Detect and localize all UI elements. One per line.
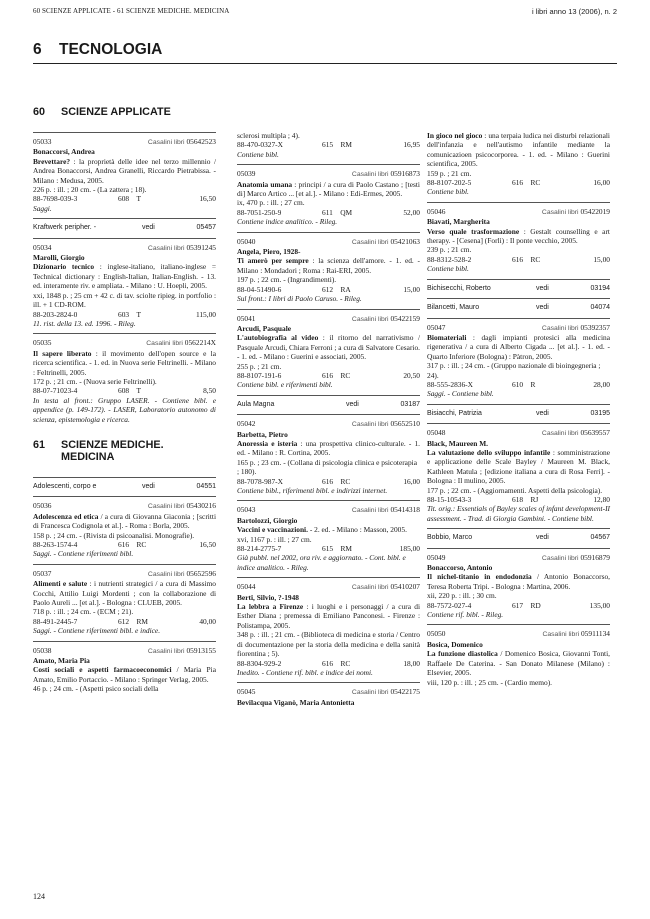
catalog-entry: 05041 Casalini libri 05422159 Arcudi, Pasquale L'autobiografia al video : il ritorno del narrativismo / Pasquale Arcudi, Chiara Ferroni ; a cura di Salvatore Cesario. - 1. ed. - Milano : Guerini e associati, 2005. 255 p. ; 21 cm. 88-8107-191-6 616 RC 20,50 Contiene bibl. e riferimenti bibl. — [237, 309, 420, 395]
cross-reference: Adolescenti, corpo e vedi 04551 — [33, 477, 216, 496]
cross-reference: Bisiacchi, Patrizia vedi 03195 — [427, 404, 610, 423]
catalog-entry: 05040 Casalini libri 05421063 Angela, Piero, 1928- Ti amerò per sempre : la scienza dell'amore. - 1. ed. - Milano : Mondadori ; Roma : Rai-ERI, 2005. 197 p. ; 22 cm. - (Ingrandimenti). 88-04-51490-6 612 RA 15,00 Sul front.: I libri di Paolo Caruso. - Rileg. — [237, 232, 420, 309]
subsection-60-heading: 60 SCIENZE APPLICATE — [33, 106, 171, 118]
catalog-entry: 05049 Casalini libri 05916879 Bonaccorso, Antonio Il nichel-titanio in endodonzia / Antonio Bonaccorso, Teresa Roberta Tripi. - Bologna : Martina, 2006. xii, 220 p. : ill. ; 30 cm. 88-7572-027-4 617 RD 135,00 Contiene rif. bibl. - Rileg. — [427, 548, 610, 625]
column-1 — [33, 98, 216, 699]
catalog-entry-continued: In gioco nel gioco : una terpaia ludica nei disturbi relazionali dell'infanzia e nell'autismo infantile mediante la comunicazioen psicocorporea. - 1. ed. - Milano : Guerini scientifica, 2005. 159 p. ; 21 cm. 88-8107-202-5 616 RC 16,00 Contiene bibl. — [427, 131, 610, 197]
catalog-entry: 05039 Casalini libri 05916873 Anatomia umana : principi / a cura di Paolo Castano ; [testi di] Marco Artico ... [et al.]. - Milano : Edi-Ermes, 2005. ix, 470 p. : ill. ; 27 cm. 88-7051-250-9 611 QM 52,00 Contiene indice analitico. - Rileg. — [237, 164, 420, 231]
column-2 — [237, 131, 420, 712]
page-number: 124 — [33, 892, 45, 901]
cross-reference: Bilancetti, Mauro vedi 04074 — [427, 298, 610, 317]
catalog-entry: 05044 Casalini libri 05410207 Berti, Silvio, ?-1948 La lebbra a Firenze : i luoghi e i personaggi / a cura di Esther Diana ; premessa di Emiliano Panconesi. - Firenze : Polistampa, 2005. 348 p. : ill. ; 21 cm. - (Biblioteca di medicina e storia / Centro di documentazione per la storia della medicina e della sanità fiorentina ; 5). 88-8304-929-2 616 RC 18,00 Inedito. - Contiene rif. bibl. e indice dei nomi. — [237, 577, 420, 682]
catalog-entry: 05042 Casalini libri 05652510 Barbetta, Pietro Anoressia e isteria : una prospettiva clinico-culturale. - 1. ed. - Milano : R. Cortina, 2005. 165 p. ; 23 cm. - (Collana di psicologia clinica e psicoterapia ; 180). 88-7078-987-X 616 RC 16,00 Contiene bibl., riferimenti bibl. e indirizzi internet. — [237, 414, 420, 500]
catalog-entry-continued: sclerosi multipla ; 4). 88-470-0327-X 615 RM 16,95 Contiene bibl. — [237, 131, 420, 159]
catalog-entry: 05050 Casalini libri 05911134 Bosica, Domenico La funzione diastolica / Domenico Bosica, Giovanni Tonti, Raffaele De Caterina. - San Donato Milanese (Milano) : Elsevier, 2005. viii, 120 p. : ill. ; 25 cm. - (Cardio memo). — [427, 624, 610, 691]
cross-reference: Bobbio, Marco vedi 04567 — [427, 528, 610, 547]
catalog-entry: 05033 Casalini libri 05642523 Bonaccorsi, Andrea Brevettare? : la proprietà delle idee nel terzo millennio / Andrea Bonaccorsi, Andrea Granelli, Riccardo Pietrabissa. - Milano : Medusa, 2005. 226 p. : ill. ; 20 cm. - (La zattera ; 18). 88-7698-039-3 608 T 16,50 Saggi. — [33, 132, 216, 218]
running-head — [33, 7, 617, 16]
catalog-entry: 05048 Casalini libri 05639557 Black, Maureen M. La valutazione dello sviluppo infantile : somministrazione e applicazione delle Scale Bayley / Maureen M. Black, Kathleen Matula ; [edizione italiana a cura di Rosa Ferri]. - Bologna : Il mulino, 2005. 177 p. ; 22 cm. - (Aggiornamenti. Aspetti della psicologia). 88-15-10543-3 618 RJ 12,80 Tit. orig.: Essentials of Bayley scales of infant development-II assessment. - Trad. di Giorgia Gambini. - Contiene bibl. — [427, 423, 610, 528]
column-3 — [427, 131, 610, 692]
catalog-entry: 05036 Casalini libri 05430216 Adolescenza ed etica / a cura di Giovanna Giaconia ; [scritti di Francesca Codignola et al.]. - Roma : Borla, 2005. 158 p. ; 24 cm. - (Rivista di psicoanalisi. Monografie). 88-263-1574-4 616 RC 16,50 Saggi. - Contiene riferimenti bibl. — [33, 496, 216, 563]
catalog-entry: 05038 Casalini libri 05913155 Amato, Maria Pia Costi sociali e aspetti farmacoeconomici / Maria Pia Amato, Emilio Portaccio. - Milano : Springer Verlag, 2005. 46 p. ; 24 cm. - (Aspetti psico sociali della — [33, 641, 216, 699]
subsection-61-heading: 61 SCIENZE MEDICHE. MEDICINA — [33, 438, 164, 463]
section-heading — [33, 41, 617, 64]
running-head-left: 60 SCIENZE APPLICATE - 61 SCIENZE MEDICHE. MEDICINA — [33, 7, 230, 15]
cross-reference: Aula Magna vedi 03187 — [237, 395, 420, 414]
catalog-entry: 05035 Casalini libri 0562214X Il sapere liberato : il movimento dell'open source e la ricerca scientifica. - 1. ed. in Nuova serie Feltrinelli. - Milano : Feltrinelli, 2005. 172 p. ; 21 cm. - (Nuova serie Feltrinelli). 88-07-71023-4 608 T 8,50 In testa al front.: Gruppo LASER. - Contiene bibl. e appendice (p. 149-172). - LASER, Laboratorio autonomo di scienza, epistemologia e ricerca. — [33, 333, 216, 429]
catalog-entry: 05043 Casalini libri 05414318 Bartolozzi, Giorgio Vaccini e vaccinazioni. - 2. ed. - Milano : Masson, 2005. xvi, 1167 p. : ill. ; 27 cm. 88-214-2775-7 615 RM 185,00 Già pubbl. nel 2002, ora riv. e aggiornato. - Cont. bibl. e indice analitico. - Rileg. — [237, 500, 420, 577]
cross-reference: Kraftwerk peripher. - vedi 05457 — [33, 218, 216, 237]
cross-reference: Bichisecchi, Roberto vedi 03194 — [427, 279, 610, 298]
catalog-entry: 05037 Casalini libri 05652596 Alimenti e salute : i nutrienti strategici / a cura di Massimo Cocchi, Attilio Luigi Mordenti ; con la collaborazione di Paolo Aureli ... [et al.]. - Bologna : CLUEB, 2005. 718 p. : ill. ; 24 cm. - (ECM ; 21). 88-491-2445-7 612 RM 40,00 Saggi. - Contiene riferimenti bibl. e indice. — [33, 564, 216, 641]
section-number: 6 — [33, 41, 42, 58]
entry-author: Bonaccorsi, Andrea — [33, 147, 95, 157]
section-title: TECNOLOGIA — [59, 41, 163, 58]
catalog-entry: 05047 Casalini libri 05392357 Biomateriali : dagli impianti protesici alla medicina rigenerativa / a cura di Alberto Cigada ... [et al.]. - 1. ed. - Quarto Inferiore (Bologna) : Pàtron, 2005. 317 p. : ill. ; 24 cm. - (Gruppo nazionale di bioingegneria ; 24). 88-555-2836-X 610 R 28,00 Saggi. - Contiene bibl. — [427, 318, 610, 404]
catalog-entry: 05045 Casalini libri 05422175 Bevilacqua Viganò, Maria Antonietta — [237, 682, 420, 712]
catalog-entry: 05046 Casalini libri 05422019 Biavati, Margherita Verso quale trasformazione : Gestalt counselling e art therapy. - [Cesena] (Forlì) : Il ponte vecchio, 2005. 239 p. ; 21 cm. 88-8312-528-2 616 RC 15,00 Contiene bibl. — [427, 202, 610, 279]
running-head-right: i libri anno 13 (2006), n. 2 — [531, 7, 617, 16]
catalog-entry: 05034 Casalini libri 05391245 Marolli, Giorgio Dizionario tecnico : inglese-italiano, italiano-inglese = Technical dictionary : English-Italian, Italian-English. - 13. ed. interamente riv. e ampliata. - Milano : U. Hoepli, 2005. xxi, 1848 p. ; 25 cm + 42 c. di tav. sciolte ripieg. in portfolio : ill. + 1 CD-ROM. 88-203-2824-0 603 T 115,00 11. rist. della 13. ed. 1996. - Rileg. — [33, 238, 216, 334]
